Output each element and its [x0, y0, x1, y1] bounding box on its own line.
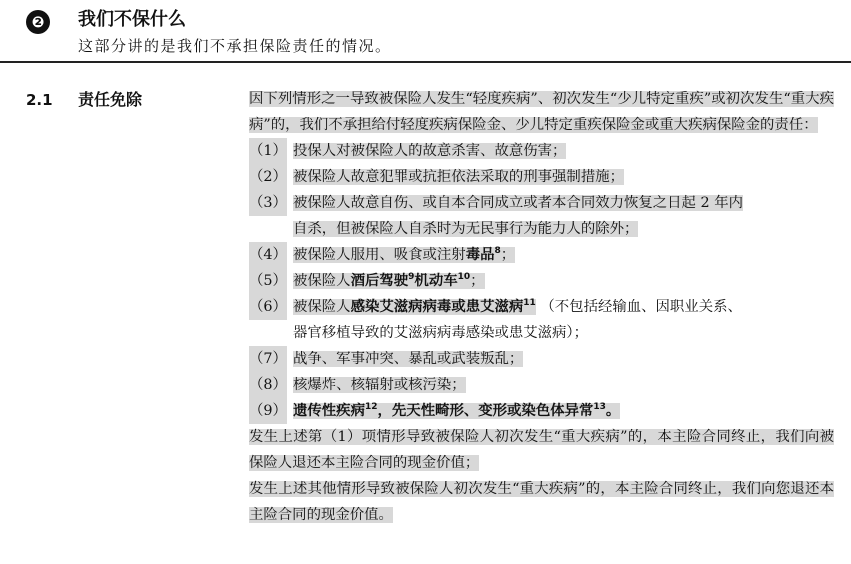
- item-number: （9）: [249, 398, 287, 424]
- closing-text-1: 发生上述第（1）项情形导致被保险人初次发生“重大疾病”的，本主险合同终止，我们向被保险人退还本主险合同的现金价值；: [249, 429, 834, 471]
- exclusion-item-1: [249, 138, 834, 164]
- item-punct: 。: [605, 403, 621, 419]
- footnote-ref: 11: [523, 298, 536, 308]
- item-text: 战争、军事冲突、暴乱或武装叛乱；: [293, 351, 524, 367]
- item-number: （7）: [249, 346, 287, 372]
- exclusion-item-9: [249, 398, 834, 424]
- item-text-line-1: 被保险人故意自伤、或自本合同成立或者本合同效力恢复之日起 2 年内: [293, 195, 744, 211]
- closing-paragraph-2: [249, 476, 834, 528]
- footnote-ref: 12: [364, 402, 378, 412]
- intro-text: 因下列情形之一导致被保险人发生“轻度疾病”、初次发生“少儿特定重疾”或初次发生“重大疾病”的，我们不承担给付轻度疾病保险金、少儿特定重疾保险金或重大疾病保险金的责任：: [249, 91, 834, 133]
- defined-term-motor-vehicle: 机动车: [414, 273, 458, 289]
- clause-body: [249, 86, 834, 528]
- item-number: （2）: [249, 164, 287, 190]
- item-number: （4）: [249, 242, 287, 268]
- defined-term-drunk-driving: 酒后驾驶: [350, 273, 409, 289]
- item-text: 被保险人故意犯罪或抗拒依法采取的刑事强制措施；: [293, 169, 624, 185]
- exclusion-item-7: [249, 346, 834, 372]
- footnote-ref: 10: [457, 272, 471, 282]
- exclusion-item-2: [249, 164, 834, 190]
- item-number: （8）: [249, 372, 287, 398]
- defined-term-hereditary-disease: 遗传性疾病: [293, 403, 365, 419]
- item-text: 投保人对被保险人的故意杀害、故意伤害；: [293, 143, 567, 159]
- item-text: 被保险人: [293, 273, 351, 289]
- clause-title: 责任免除: [78, 90, 143, 109]
- footnote-ref: 8: [494, 246, 501, 256]
- item-punct: ；: [470, 273, 485, 289]
- section-number-badge: ❷: [26, 10, 50, 34]
- exclusion-item-3: [249, 190, 834, 242]
- item-number: （3）: [249, 190, 287, 216]
- item-separator: ，: [377, 403, 392, 419]
- exclusion-item-6: [249, 294, 834, 346]
- item-number: （5）: [249, 268, 287, 294]
- closing-paragraph-1: [249, 424, 834, 476]
- item-text: 被保险人: [293, 299, 351, 315]
- item-text-line-2: 自杀，但被保险人自杀时为无民事行为能力人的除外；: [293, 221, 639, 237]
- item-text-tail: （不包括经输血、因职业关系、: [540, 299, 742, 315]
- defined-term-congenital-malformation: 先天性畸形、变形或染色体异常: [391, 403, 594, 419]
- item-number: （1）: [249, 138, 287, 164]
- exclusion-item-4: [249, 242, 834, 268]
- exclusion-item-8: [249, 372, 834, 398]
- clause-number: 2.1: [26, 91, 53, 109]
- item-text: 被保险人服用、吸食或注射: [293, 247, 466, 263]
- item-text: 核爆炸、核辐射或核污染；: [293, 377, 466, 393]
- intro-paragraph: [249, 86, 834, 138]
- item-punct: ；: [500, 247, 516, 263]
- closing-text-2: 发生上述其他情形导致被保险人初次发生“重大疾病”的，本主险合同终止，我们向您退还本主险合同的现金价值。: [249, 481, 834, 523]
- header-divider: [0, 61, 851, 63]
- item-text-line-2: 器官移植导致的艾滋病病毒感染或患艾滋病）；: [293, 325, 589, 341]
- page-title: 我们不保什么: [78, 9, 186, 30]
- exclusion-item-5: [249, 268, 834, 294]
- defined-term-drugs: 毒品: [465, 247, 495, 263]
- footnote-ref: 9: [408, 272, 415, 282]
- item-number: （6）: [249, 294, 287, 320]
- defined-term-hiv: 感染艾滋病病毒或患艾滋病: [350, 299, 524, 315]
- footnote-ref: 13: [593, 402, 606, 412]
- page-subtitle: 这部分讲的是我们不承担保险责任的情况。: [78, 37, 392, 55]
